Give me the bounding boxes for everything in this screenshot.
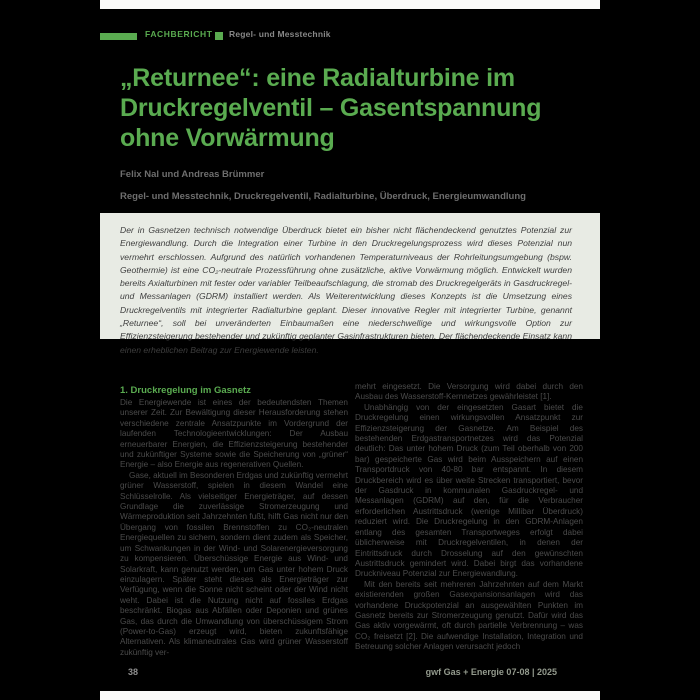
- page-number: 38: [128, 667, 139, 677]
- authors-line: Felix Nal und Andreas Brümmer: [120, 169, 265, 180]
- text-column-left: [120, 398, 348, 658]
- article-title-line: Druckregelventil – Gasentspannung: [120, 94, 542, 122]
- article-title-line: „Returnee“: eine Radialturbine im: [120, 64, 515, 92]
- journal-footer: gwf Gas + Energie 07-08 | 2025: [425, 667, 557, 677]
- paragraph: Mit den bereits seit mehreren Jahrzehnten auf dem Markt existierenden großen Gasexpansionsanlagen wird das vorhandene Druckpotenzial an ausgewählten Punkten im Gasnetz bereits zur Stromerzeugung genutzt. Dafür wird das Gas aktiv vorgewärmt, oft durch partielle Verbrennung – was CO₂ freisetzt [2]. Die aufwendige Installation, Integration und Betreuung solcher Anlagen verursacht jedoch: [355, 579, 583, 652]
- keywords-line: Regel- und Messtechnik, Druckregelventil, Radialturbine, Überdruck, Energieumwandlung: [120, 191, 526, 202]
- section-heading: 1. Druckregelung im Gasnetz: [120, 385, 251, 396]
- article-title-line: ohne Vorwärmung: [120, 124, 335, 152]
- kicker-bar: [100, 33, 137, 40]
- abstract-panel: [100, 213, 600, 355]
- green-square-icon: [215, 32, 223, 40]
- abstract-text: Der in Gasnetzen technisch notwendige Überdruck bietet ein bisher nicht flächendeckend genutztes Potenzial zur Energiewandlung. Durch die Integration einer Turbine in den Druckregelungsprozess wird dieses Potenzial nun vermehrt erschlossen. Aufgrund des natürlich vorhandenen Temperaturniveaus der Rohrleitungsumgebung (bspw. Geothermie) ist eine CO₂-neutrale Prozessführung ohne zusätzliche, aktive Vorwärmung möglich. Entwickelt wurden bereits Axialturbinen mit fester oder variabler Teilbeaufschlagung, die stromab des Druckregelgeräts in Gasdruckregel- und Messanlagen (GDRM) installiert werden. Als Weiterentwicklung dieses Konzepts ist die Umsetzung eines Druckregelventils mit integrierter Radialturbine geplant. Dieser innovative Regler mit integrierter Turbine, genannt „Returnee“, soll bei unveränderten Einbaumaßen eine niederschwellige und wirkungsvolle Option zur Effizienzsteigerung bestehender und zukünftig geplanter Gasinfrastrukturen bieten. Der flächendeckende Einsatz kann einen erheblichen Beitrag zur Energiewende leisten.: [120, 225, 572, 355]
- text-column-right: [355, 382, 583, 653]
- kicker-label: FACHBERICHT: [145, 29, 213, 39]
- article-page: [100, 0, 600, 700]
- paragraph: Unabhängig von der eingesetzten Gasart bietet die Druckregelung einen wirkungsvollen Ansatzpunkt zur Effizienzsteigerung der Gasnetze. Am Beispiel des bestehenden Erdgastransportnetzes wird das Potenzial deutlich: Das unter hohem Druck (zum Teil oberhalb von 200 bar) gespeicherte Gas wird beim Ausspeichern auf einen Transportdruck von 40-80 bar entspannt. In diesem Druckbereich wird es über weite Strecken transportiert, bevor der Gasdruck in kommunalen Gasdruckregel- und Messanlagen (GDRM) auf den, für die Verbraucher erforderlichen Austrittsdruck (wenige Millibar Überdruck) reduziert wird. Die Druckregelung in den GDRM-Anlagen entlang des gesamten Transportweges erfolgt dabei üblicherweise mit Druckregelventilen, in denen der Eintrittsdruck durch Drosselung auf den gewünschten Austrittsdruck gemindert wird. Dabei birgt das vorhandene Druckniveau Potenzial zur Energiewandlung.: [355, 402, 583, 579]
- paragraph: Die Energiewende ist eines der bedeutendsten Themen unserer Zeit. Zur Bewältigung dieser Herausforderung stehen verschiedene zentrale Ansatzpunkte im Vordergrund der laufenden Technologieentwicklungen: Der Ausbau erneuerbarer Energien, die Effizienzsteigerung bestehender und zukünftiger Systeme sowie die Speicherung von „grüner“ Energie – also Energie aus regenerativen Quellen.: [120, 398, 348, 470]
- article-title: [120, 63, 592, 153]
- category-label: Regel- und Messtechnik: [229, 29, 331, 39]
- paragraph: mehrt eingesetzt. Die Versorgung wird dabei durch den Ausbau des Wasserstoff-Kernnetzes gewährleistet [1].: [355, 382, 583, 402]
- paragraph: Gase, aktuell im Besonderen Erdgas und zukünftig vermehrt grüner Wasserstoff, spielen in diesem Wandel eine Schlüsselrolle. Als vielseitiger Energieträger, auf dessen Grundlage die zuverlässige Stromerzeugung und Wärmeproduktion seit Jahrzehnten fußt, hilft Gas nicht nur den Übergang von fossilen Brennstoffen zu CO₂-neutralen Energiequellen zu sichern, sondern dient zudem als Speicher, um Schwankungen in der Wind- und Solarenergieversorgung zu kompensieren. Überschüssige Energie aus Wind- und Solarkraft, kann genutzt werden, um Gas unter hohem Druck einzulagern. Später steht dieses als Energieträger zur Verfügung, wenn die Sonne nicht scheint oder der Wind nicht weht. Dabei ist die Nutzung nicht auf fossiles Erdgas beschränkt. Biogas aus Abfällen oder Deponien und grünes Gas, das durch die Umwandlung von überschüssigem Strom (Power-to-Gas) erzeugt wird, bieten zukunftsfähige Alternativen. Als klimaneutrales Gas wird grüner Wasserstoff zukünftig ver-: [120, 470, 348, 657]
